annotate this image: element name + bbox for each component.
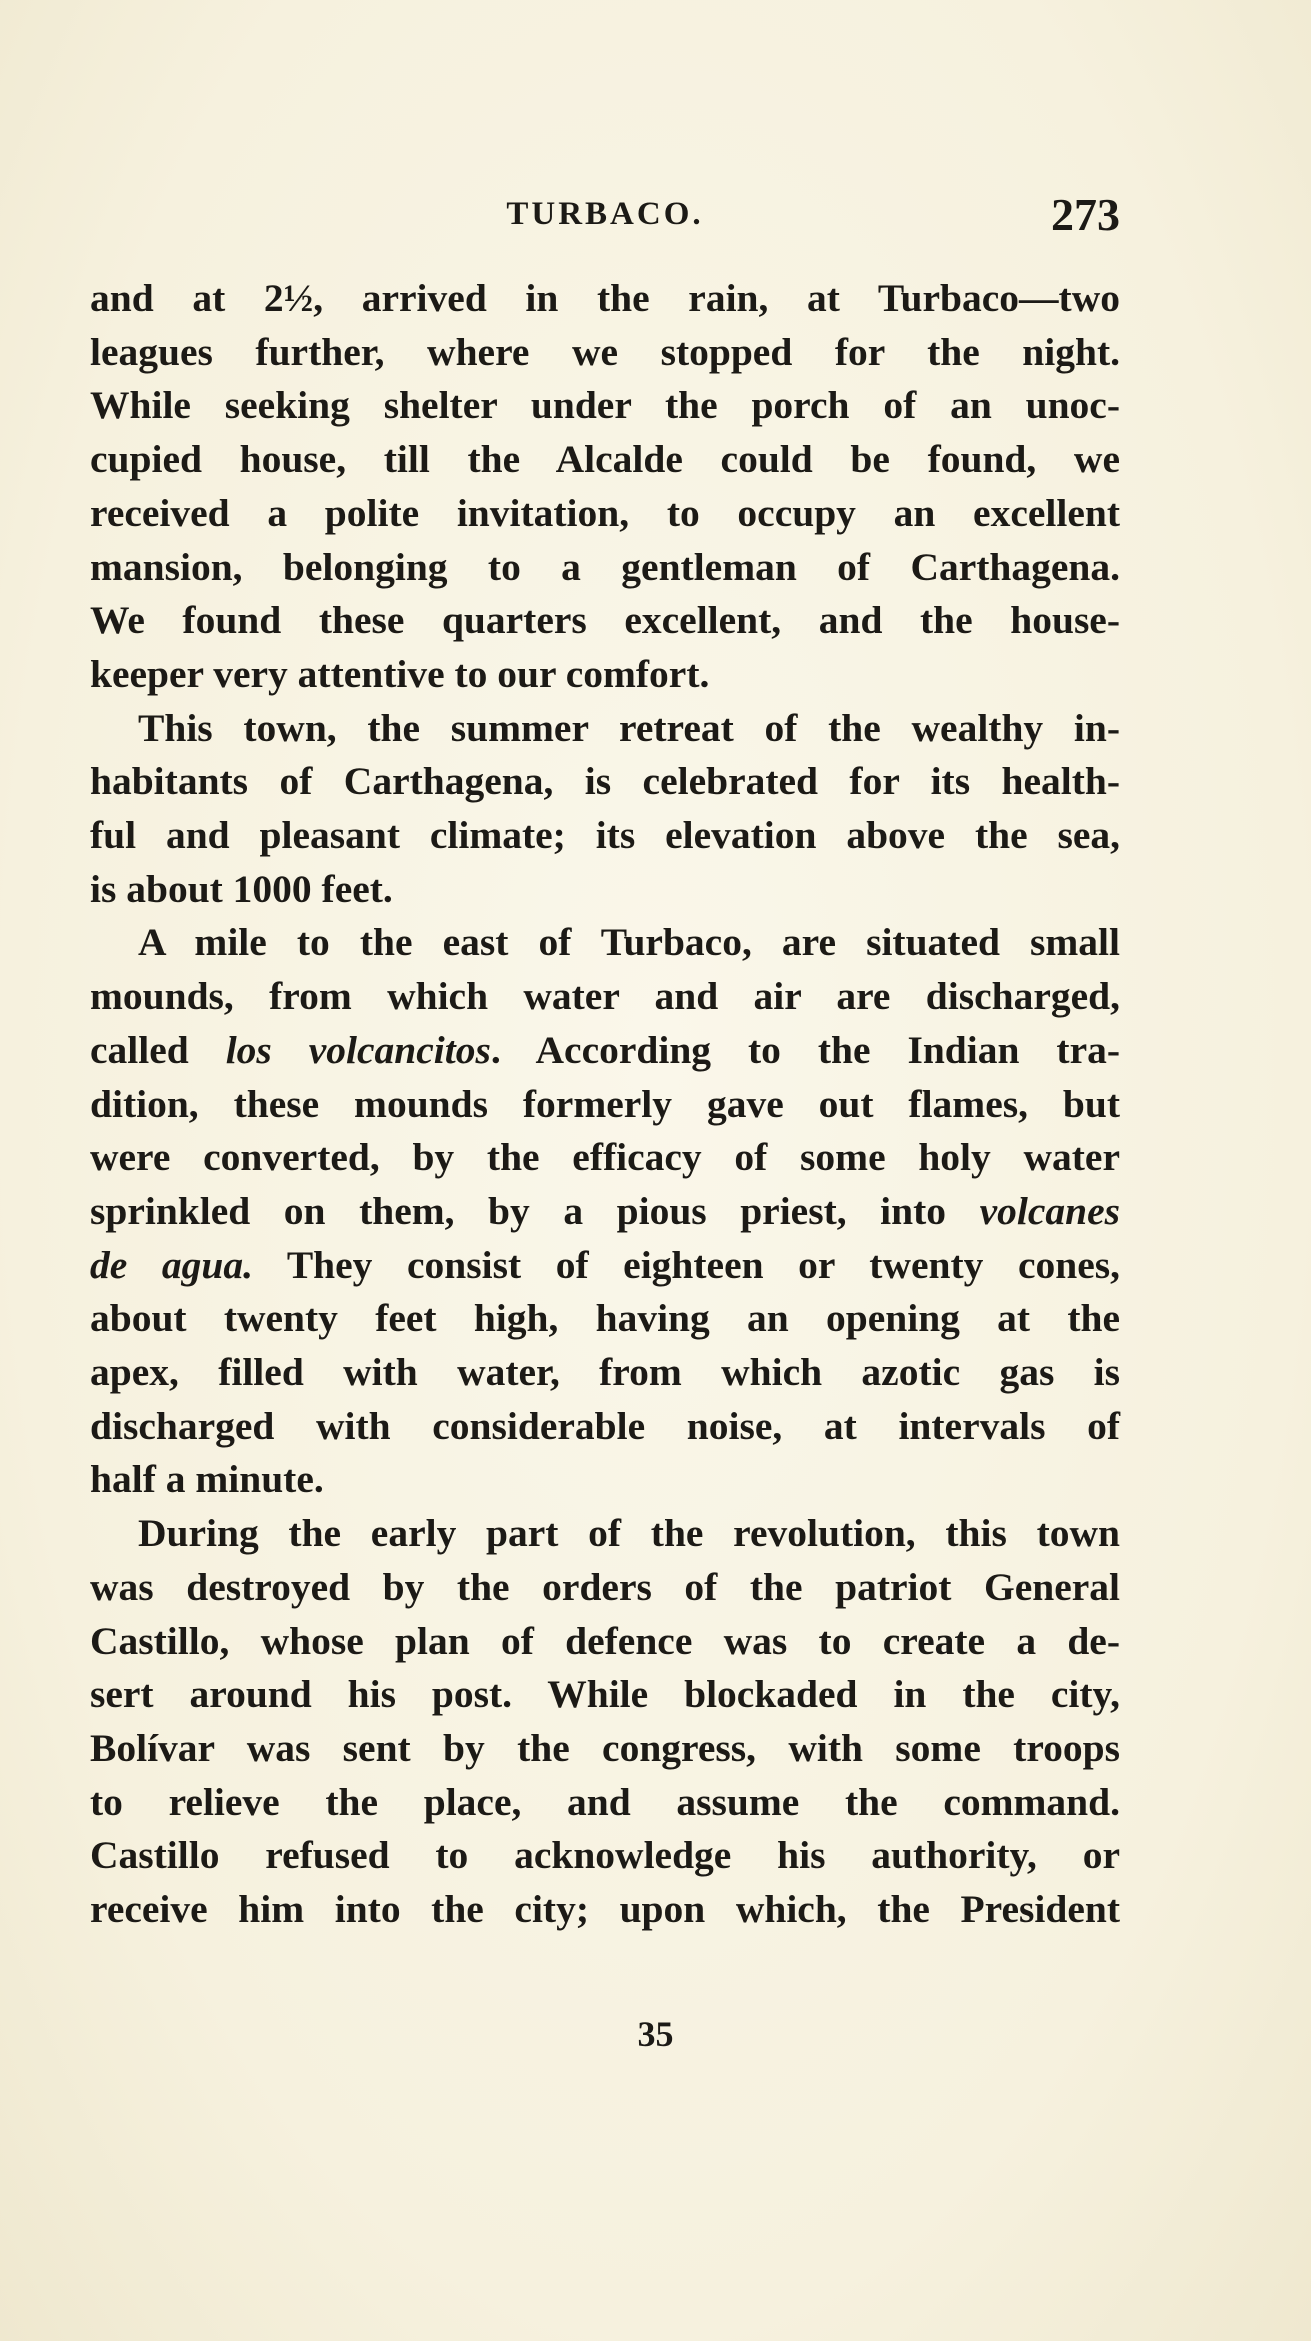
text-line: mounds, from which water and air are discharged, [90, 974, 1120, 1019]
italic-phrase: los volcancitos [225, 1027, 491, 1072]
paragraph-revolution [90, 1507, 1120, 1937]
text-line: leagues further, where we stopped for the night. [90, 329, 1120, 374]
text-line: was destroyed by the orders of the patriot General [90, 1564, 1120, 1609]
text-line: mansion, belonging to a gentleman of Carthagena. [90, 544, 1120, 589]
text-line: half a minute. [90, 1457, 324, 1502]
text-line: ful and pleasant climate; its elevation above the sea, [90, 813, 1120, 858]
italic-phrase: volcanes [979, 1188, 1120, 1233]
text-line: received a polite invitation, to occupy an excellent [90, 490, 1120, 535]
text-line: Castillo refused to acknowledge his authority, or [90, 1833, 1120, 1878]
page-header [90, 188, 1120, 248]
text-line: were converted, by the efficacy of some holy water [90, 1135, 1120, 1180]
text-line: to relieve the place, and assume the command. [90, 1779, 1120, 1824]
text-line: While seeking shelter under the porch of an unoc- [90, 383, 1120, 428]
text-line-italic: de agua. They consist of eighteen or twenty cones, [90, 1242, 1120, 1287]
text-line: is about 1000 feet. [90, 866, 393, 911]
text-line: Bolívar was sent by the congress, with some troops [90, 1725, 1120, 1770]
text-line: dition, these mounds formerly gave out flames, but [90, 1081, 1120, 1126]
paragraph-volcancitos [90, 916, 1120, 1507]
italic-phrase: de agua. [90, 1242, 253, 1287]
text-line: and at 2½, arrived in the rain, at Turbaco—two [90, 276, 1120, 320]
text-line: During the early part of the revolution, this town [138, 1511, 1120, 1556]
text-line: sert around his post. While blockaded in the city, [90, 1672, 1120, 1717]
text-line-italic: called los volcancitos. According to the Indian tra- [90, 1027, 1120, 1072]
text-line: receive him into the city; upon which, the President [90, 1887, 1120, 1932]
paragraph-town [90, 702, 1120, 917]
paragraph-arrival [90, 272, 1120, 702]
text-line: A mile to the east of Turbaco, are situated small [138, 920, 1120, 965]
text-line: Castillo, whose plan of defence was to create a de- [90, 1618, 1120, 1663]
text-line: about twenty feet high, having an opening at the [90, 1296, 1120, 1341]
text-line: We found these quarters excellent, and the house- [90, 598, 1120, 643]
page-number: 273 [1051, 189, 1120, 240]
text-line: discharged with considerable noise, at intervals of [90, 1403, 1120, 1448]
text-line-italic: sprinkled on them, by a pious priest, into volcanes [90, 1188, 1120, 1233]
body-text [90, 272, 1120, 1937]
text-line: keeper very attentive to our comfort. [90, 651, 710, 696]
text-line: cupied house, till the Alcalde could be found, we [90, 437, 1120, 482]
text-line: habitants of Carthagena, is celebrated for its health- [90, 759, 1120, 804]
signature-mark: 35 [637, 2014, 674, 2054]
text-line: This town, the summer retreat of the wealthy in- [138, 705, 1120, 750]
running-head: TURBACO. [506, 196, 704, 232]
text-line: apex, filled with water, from which azotic gas is [90, 1350, 1120, 1395]
